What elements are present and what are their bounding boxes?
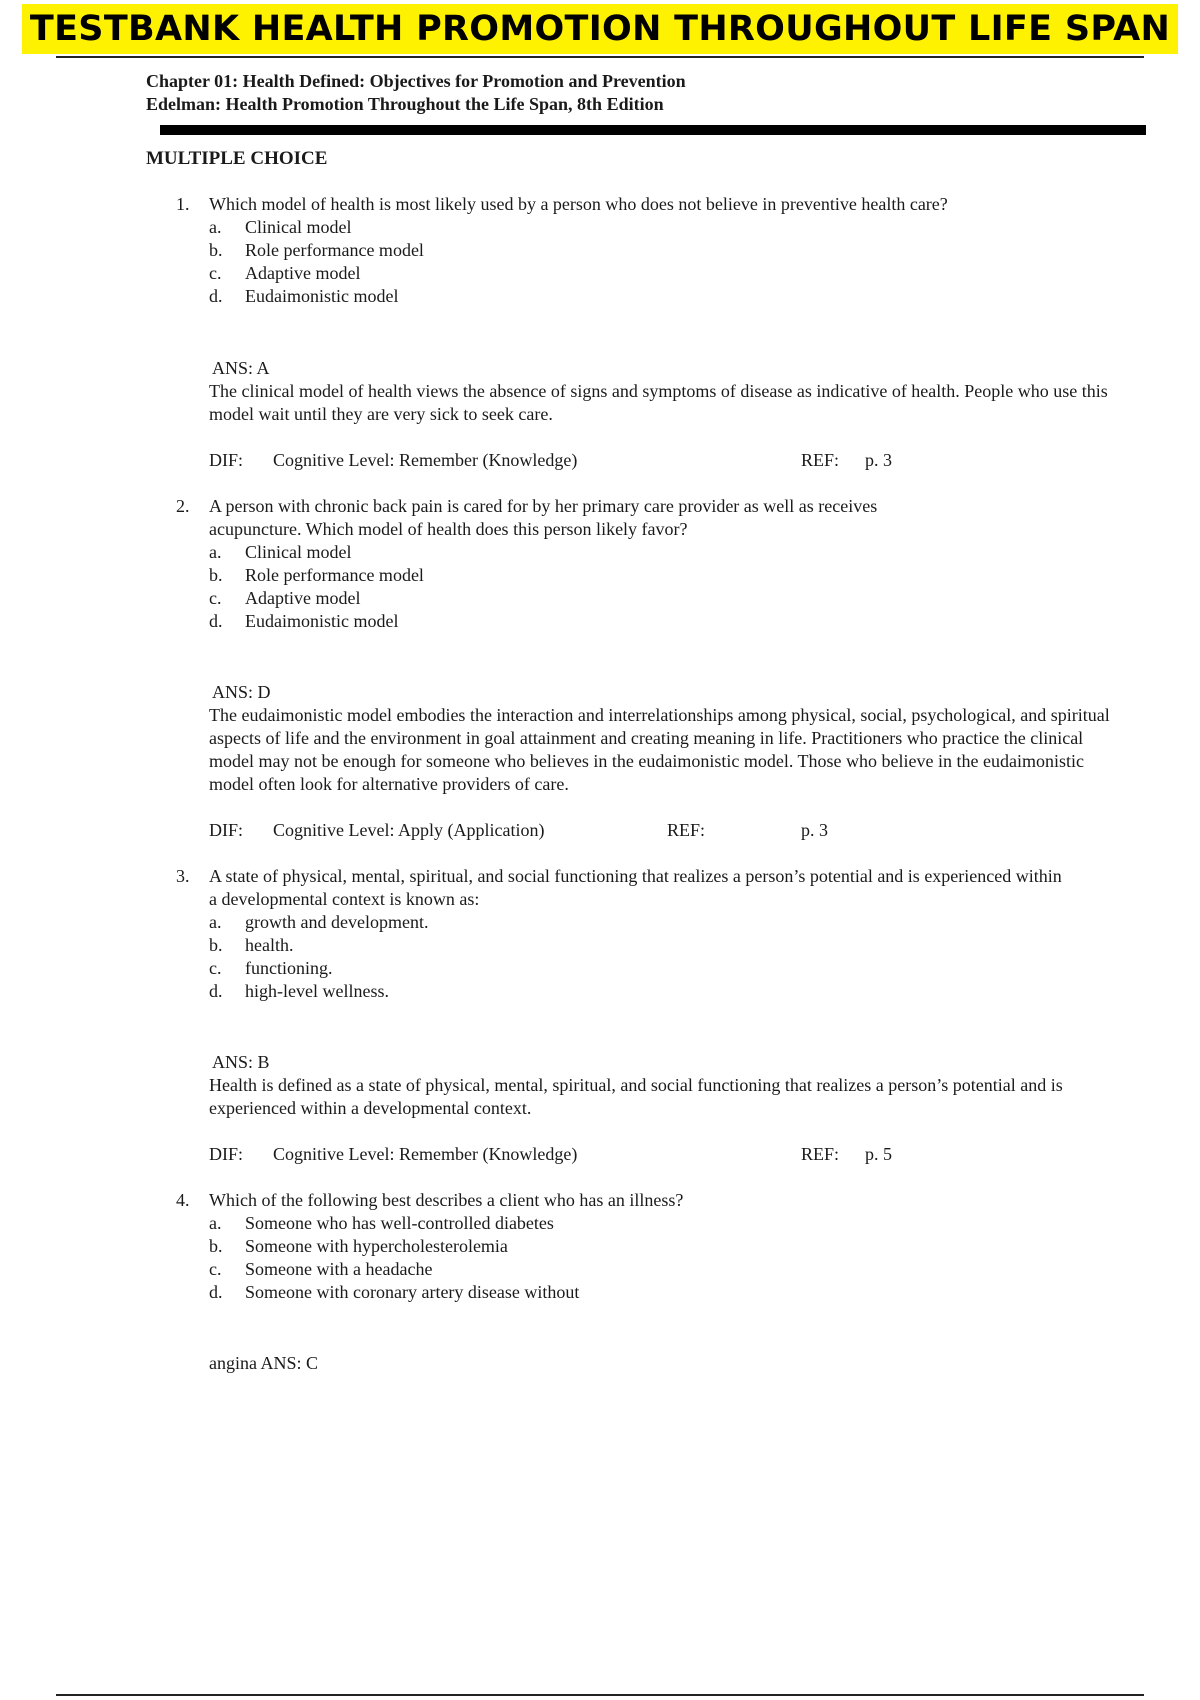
meta-row-2 xyxy=(209,819,1129,842)
option-letter: a. xyxy=(209,1213,222,1233)
chapter-title: Chapter 01: Health Defined: Objectives for Promotion and Prevention xyxy=(146,71,686,91)
option-d xyxy=(209,1281,1126,1304)
dif-label: DIF: xyxy=(209,820,244,840)
answer-block-1 xyxy=(209,357,1129,426)
option-text: Role performance model xyxy=(245,240,424,260)
question-number: 1. xyxy=(176,194,190,214)
answer-options xyxy=(209,1212,1126,1304)
answer-block-2 xyxy=(209,681,1129,796)
answer-key: angina ANS: C xyxy=(209,1353,319,1373)
option-text: high-level wellness. xyxy=(245,981,389,1001)
option-text: Adaptive model xyxy=(245,263,361,283)
answer-block-4 xyxy=(209,1352,1129,1375)
option-c xyxy=(209,957,1126,980)
dif-label: DIF: xyxy=(209,450,244,470)
option-c xyxy=(209,587,1126,610)
option-text: functioning. xyxy=(245,958,333,978)
answer-options xyxy=(209,911,1126,1003)
ref-label: REF: xyxy=(667,820,706,840)
option-b xyxy=(209,239,1126,262)
rationale-text: The eudaimonistic model embodies the interaction and interrelationships among physical, social, psychological, and spiritual aspects of life and the environment in goal attainment and creating meaning in life. Practitioners who practice the clinical model may not be enough for someone who believes in the eudaimonistic model. Those who believe in the eudaimonistic model often look for alternative providers of care. xyxy=(209,705,1110,794)
option-text: Someone who has well-controlled diabetes xyxy=(245,1213,554,1233)
option-text: Someone with hypercholesterolemia xyxy=(245,1236,508,1256)
ref-label: REF: xyxy=(801,450,840,470)
option-letter: d. xyxy=(209,981,223,1001)
option-letter: d. xyxy=(209,611,223,631)
option-letter: c. xyxy=(209,263,222,283)
book-title: Edelman: Health Promotion Throughout the Life Span, 8th Edition xyxy=(146,94,664,114)
question-text: A state of physical, mental, spiritual, and social functioning that realizes a person’s potential and is experienced within a developmental context is known as: xyxy=(209,866,1062,909)
option-a xyxy=(209,216,1126,239)
option-letter: b. xyxy=(209,1236,223,1256)
option-text: health. xyxy=(245,935,294,955)
option-text: growth and development. xyxy=(245,912,429,932)
dif-label: DIF: xyxy=(209,1144,244,1164)
answer-block-3 xyxy=(209,1051,1129,1120)
answer-options xyxy=(209,541,1126,633)
answer-options xyxy=(209,216,1126,308)
option-text: Eudaimonistic model xyxy=(245,611,399,631)
ref-label: REF: xyxy=(801,1144,840,1164)
option-letter: b. xyxy=(209,935,223,955)
option-text: Adaptive model xyxy=(245,588,361,608)
section-heading: MULTIPLE CHOICE xyxy=(146,148,328,169)
dif-value: Cognitive Level: Remember (Knowledge) xyxy=(273,450,578,470)
option-text: Clinical model xyxy=(245,542,352,562)
question-number: 4. xyxy=(176,1190,190,1210)
question-number: 3. xyxy=(176,866,190,886)
answer-key: ANS: B xyxy=(212,1052,270,1072)
option-letter: a. xyxy=(209,217,222,237)
meta-row-1 xyxy=(209,449,1129,472)
option-letter: d. xyxy=(209,286,223,306)
option-b xyxy=(209,1235,1126,1258)
top-divider xyxy=(56,56,1144,58)
ref-value: p. 3 xyxy=(865,450,892,470)
option-d xyxy=(209,980,1126,1003)
option-text: Someone with a headache xyxy=(245,1259,433,1279)
rationale-text: Health is defined as a state of physical, mental, spiritual, and social functioning that realizes a person’s potential and is experienced within a developmental context. xyxy=(209,1075,1063,1118)
question-4 xyxy=(176,1189,1126,1304)
option-d xyxy=(209,285,1126,308)
ref-value: p. 3 xyxy=(801,820,828,840)
option-b xyxy=(209,564,1126,587)
option-letter: c. xyxy=(209,1259,222,1279)
option-text: Eudaimonistic model xyxy=(245,286,399,306)
page-banner-title: TESTBANK HEALTH PROMOTION THROUGHOUT LIFE SPAN xyxy=(22,4,1178,54)
option-letter: c. xyxy=(209,588,222,608)
answer-key: ANS: A xyxy=(212,358,270,378)
question-number: 2. xyxy=(176,496,190,516)
option-text: Role performance model xyxy=(245,565,424,585)
question-3 xyxy=(176,865,1126,1003)
option-a xyxy=(209,911,1126,934)
ref-value: p. 5 xyxy=(865,1144,892,1164)
option-a xyxy=(209,541,1126,564)
meta-row-3 xyxy=(209,1143,1129,1166)
option-letter: a. xyxy=(209,912,222,932)
option-letter: c. xyxy=(209,958,222,978)
option-letter: d. xyxy=(209,1282,223,1302)
question-2 xyxy=(176,495,1126,633)
option-letter: b. xyxy=(209,240,223,260)
option-text: Someone with coronary artery disease without xyxy=(245,1282,580,1302)
option-c xyxy=(209,1258,1126,1281)
dif-value: Cognitive Level: Remember (Knowledge) xyxy=(273,1144,578,1164)
option-d xyxy=(209,610,1126,633)
answer-key: ANS: D xyxy=(212,682,271,702)
option-b xyxy=(209,934,1126,957)
rationale-text: The clinical model of health views the absence of signs and symptoms of disease as indicative of health. People who use this model wait until they are very sick to seek care. xyxy=(209,381,1108,424)
question-1 xyxy=(176,193,1126,308)
option-letter: a. xyxy=(209,542,222,562)
document-header xyxy=(146,70,686,116)
bottom-divider xyxy=(56,1694,1144,1696)
option-text: Clinical model xyxy=(245,217,352,237)
question-text: A person with chronic back pain is cared for by her primary care provider as well as receives acupuncture. Which model of health does this person likely favor? xyxy=(209,496,878,539)
option-a xyxy=(209,1212,1126,1235)
question-text: Which of the following best describes a client who has an illness? xyxy=(209,1190,684,1210)
dif-value: Cognitive Level: Apply (Application) xyxy=(273,820,545,840)
header-thick-rule xyxy=(160,125,1146,135)
option-letter: b. xyxy=(209,565,223,585)
question-text: Which model of health is most likely used by a person who does not believe in preventive health care? xyxy=(209,194,948,214)
option-c xyxy=(209,262,1126,285)
